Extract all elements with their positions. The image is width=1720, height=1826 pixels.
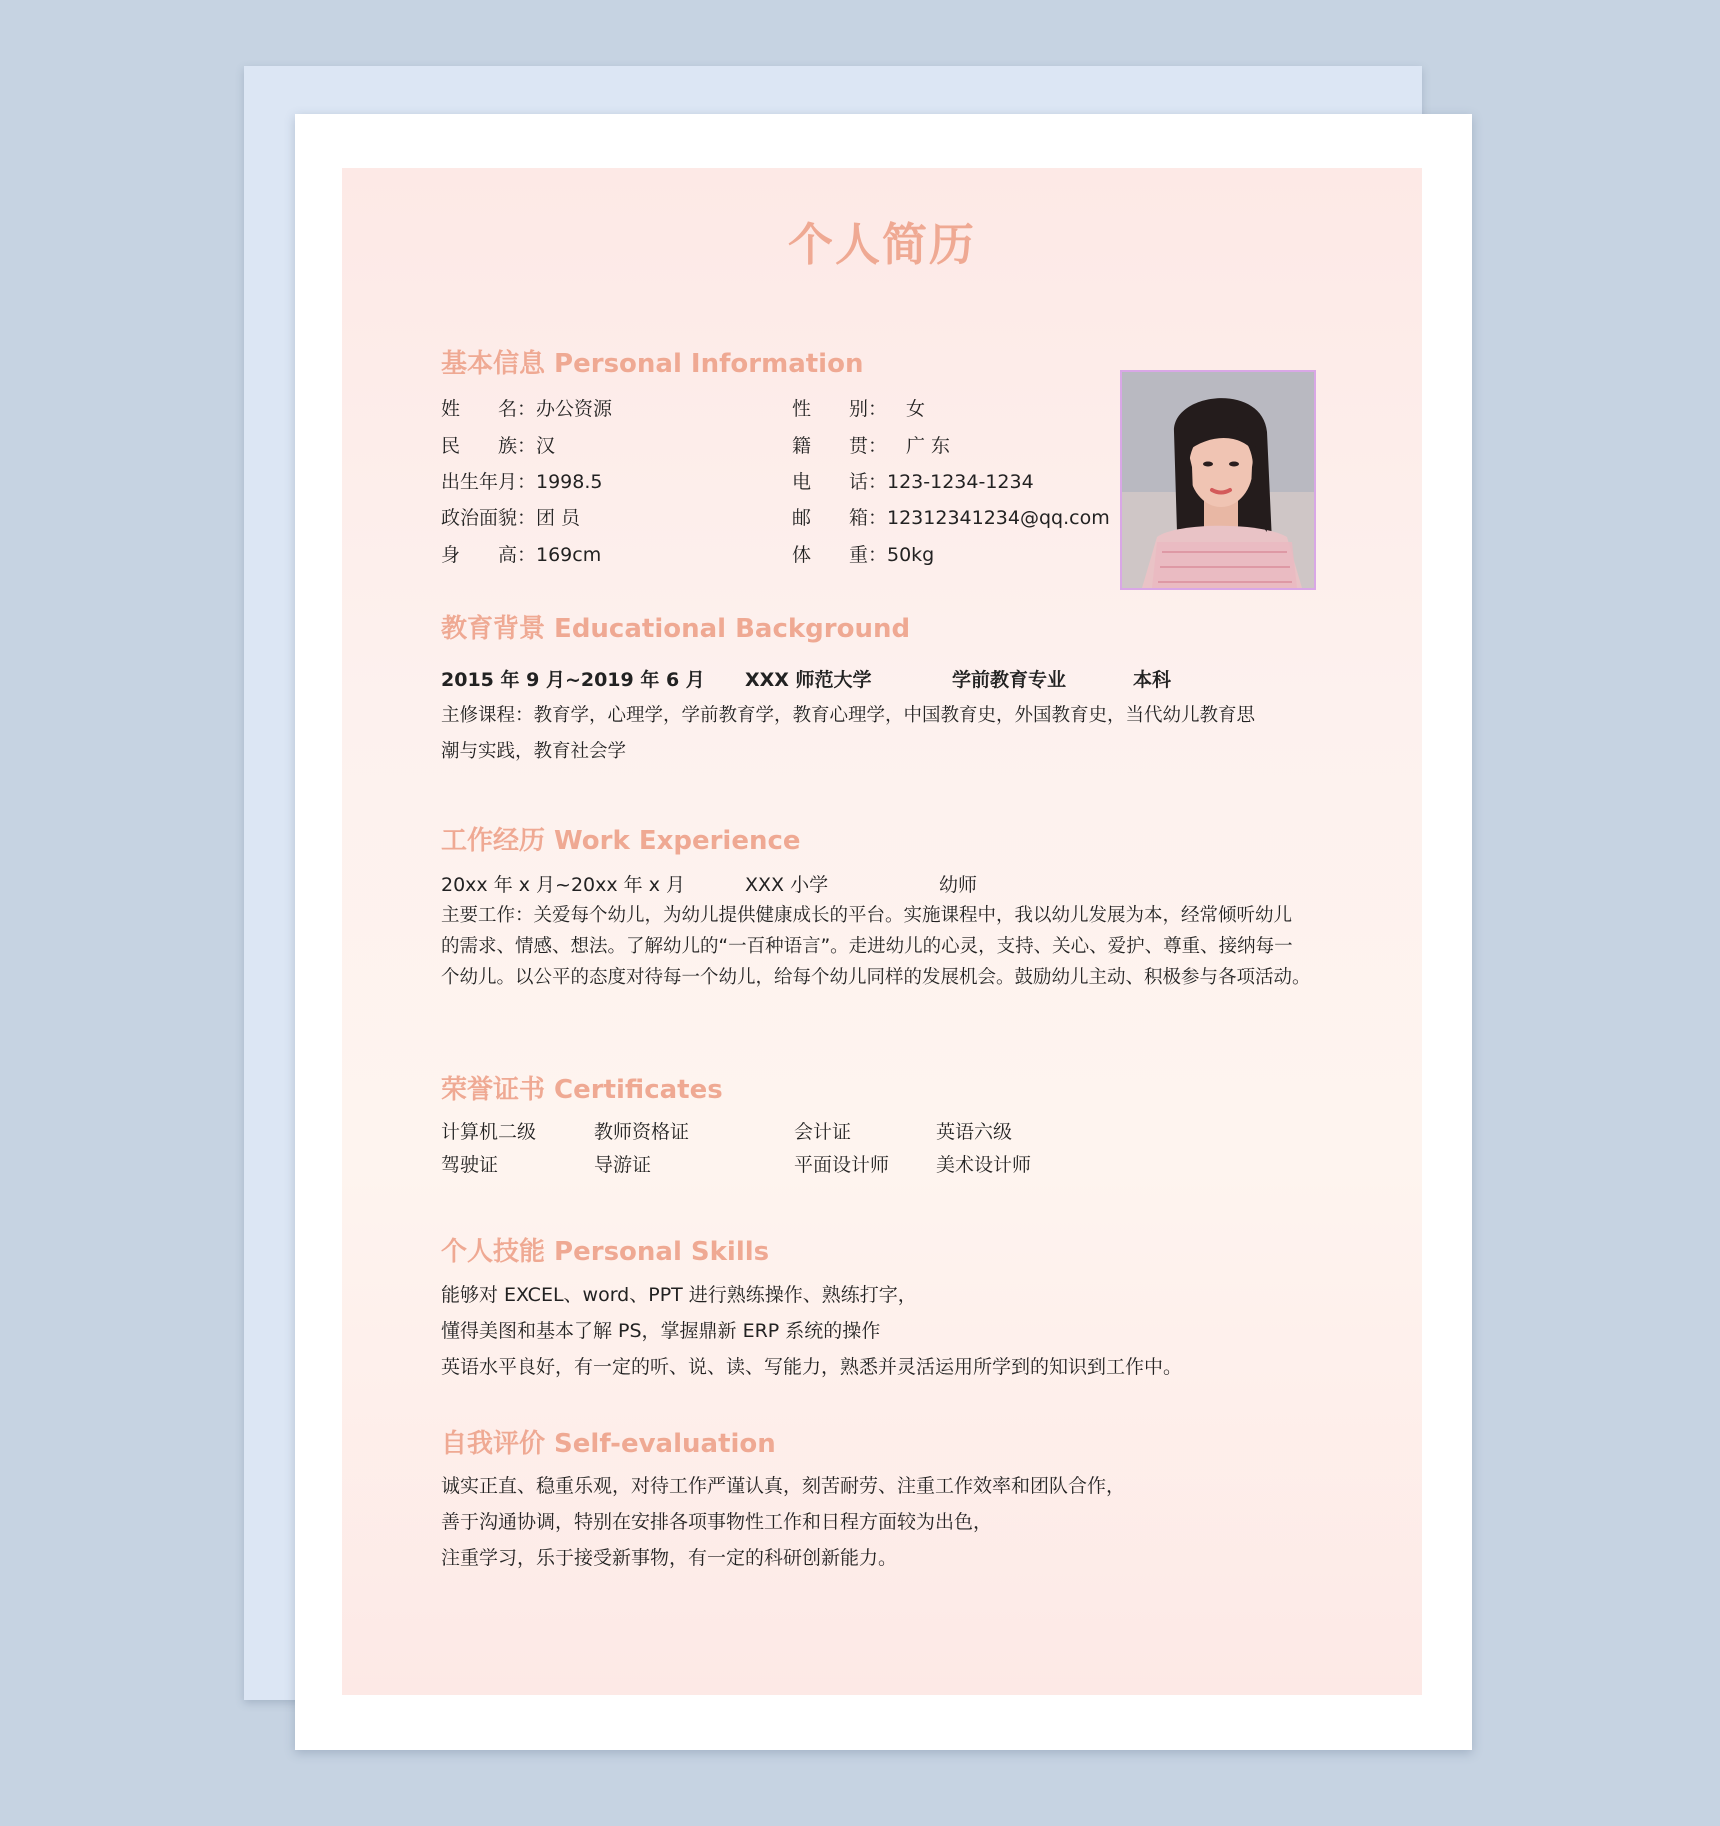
certificate-item: 驾驶证	[441, 1154, 499, 1176]
work-organization: XXX 小学	[745, 874, 829, 896]
name-value: 办公资源	[536, 398, 613, 420]
email-label: 邮 箱：	[792, 507, 888, 529]
nation-value: 汉	[536, 435, 556, 457]
birth-label: 出生年月：	[441, 471, 537, 493]
certificate-item: 英语六级	[936, 1121, 1013, 1143]
birth-value: 1998.5	[536, 471, 603, 493]
section-title-basic-info: 基本信息 Personal Information	[441, 349, 864, 379]
work-description-line-3: 个幼儿。以公平的态度对待每一个幼儿，给每个幼儿同样的发展机会。鼓励幼儿主动、积极参与各项活动。	[441, 967, 1311, 988]
resume-content	[342, 168, 1422, 1695]
self-evaluation-line: 诚实正直、稳重乐观，对待工作严谨认真，刻苦耐劳、注重工作效率和团队合作，	[441, 1475, 1126, 1497]
section-title-skills: 个人技能 Personal Skills	[441, 1237, 770, 1267]
certificate-item: 导游证	[594, 1154, 652, 1176]
politics-label: 政治面貌：	[441, 507, 537, 529]
name-label: 姓 名：	[441, 398, 537, 420]
education-courses-line-2: 潮与实践，教育社会学	[441, 741, 627, 762]
skill-line: 英语水平良好，有一定的听、说、读、写能力，熟悉并灵活运用所学到的知识到工作中。	[441, 1356, 1183, 1378]
work-role: 幼师	[939, 874, 978, 896]
self-evaluation-line: 注重学习，乐于接受新事物，有一定的科研创新能力。	[441, 1547, 898, 1569]
skill-line: 懂得美图和基本了解 PS，掌握鼎新 ERP 系统的操作	[441, 1320, 881, 1342]
email-value: 12312341234@qq.com	[887, 507, 1110, 529]
section-title-self-evaluation: 自我评价 Self-evaluation	[441, 1429, 776, 1459]
phone-label: 电 话：	[792, 471, 888, 493]
phone-value: 123-1234-1234	[887, 471, 1034, 493]
politics-value: 团 员	[536, 507, 581, 529]
certificate-item: 教师资格证	[594, 1121, 690, 1143]
work-period: 20xx 年 x 月~20xx 年 x 月	[441, 874, 685, 896]
origin-label: 籍 贯：	[792, 435, 888, 457]
self-evaluation-line: 善于沟通协调，特别在安排各项事物性工作和日程方面较为出色，	[441, 1511, 993, 1533]
certificate-item: 美术设计师	[936, 1154, 1032, 1176]
section-title-education: 教育背景 Educational Background	[441, 614, 911, 644]
education-degree: 本科	[1133, 669, 1172, 691]
profile-photo	[1120, 370, 1316, 590]
height-label: 身 高：	[441, 544, 537, 566]
resume-title: 个人简历	[787, 218, 976, 271]
work-description-line-2: 的需求、情感、想法。了解幼儿的“一百种语言”。走进幼儿的心灵，支持、关心、爱护、尊重、接纳每一	[441, 936, 1293, 957]
height-value: 169cm	[536, 544, 602, 566]
portrait-illustration	[1122, 372, 1314, 588]
weight-label: 体 重：	[792, 544, 888, 566]
gender-label: 性 别：	[792, 398, 888, 420]
nation-label: 民 族：	[441, 435, 537, 457]
education-school: XXX 师范大学	[745, 669, 872, 691]
education-courses-line-1: 主修课程：教育学，心理学，学前教育学，教育心理学，中国教育史，外国教育史，当代幼儿教育思	[441, 705, 1256, 726]
education-period: 2015 年 9 月~2019 年 6 月	[441, 669, 705, 691]
work-description-line-1: 主要工作：关爱每个幼儿，为幼儿提供健康成长的平台。实施课程中，我以幼儿发展为本，经常倾听幼儿	[441, 905, 1293, 926]
section-title-certificates: 荣誉证书 Certificates	[441, 1075, 723, 1105]
skill-line: 能够对 EXCEL、word、PPT 进行熟练操作、熟练打字，	[441, 1284, 917, 1306]
section-title-work: 工作经历 Work Experience	[441, 826, 801, 856]
certificate-item: 平面设计师	[794, 1154, 890, 1176]
certificate-item: 计算机二级	[441, 1121, 537, 1143]
origin-value: 广 东	[887, 435, 951, 457]
weight-value: 50kg	[887, 544, 935, 566]
certificate-item: 会计证	[794, 1121, 852, 1143]
education-major: 学前教育专业	[952, 669, 1067, 691]
gender-value: 女	[887, 398, 926, 420]
